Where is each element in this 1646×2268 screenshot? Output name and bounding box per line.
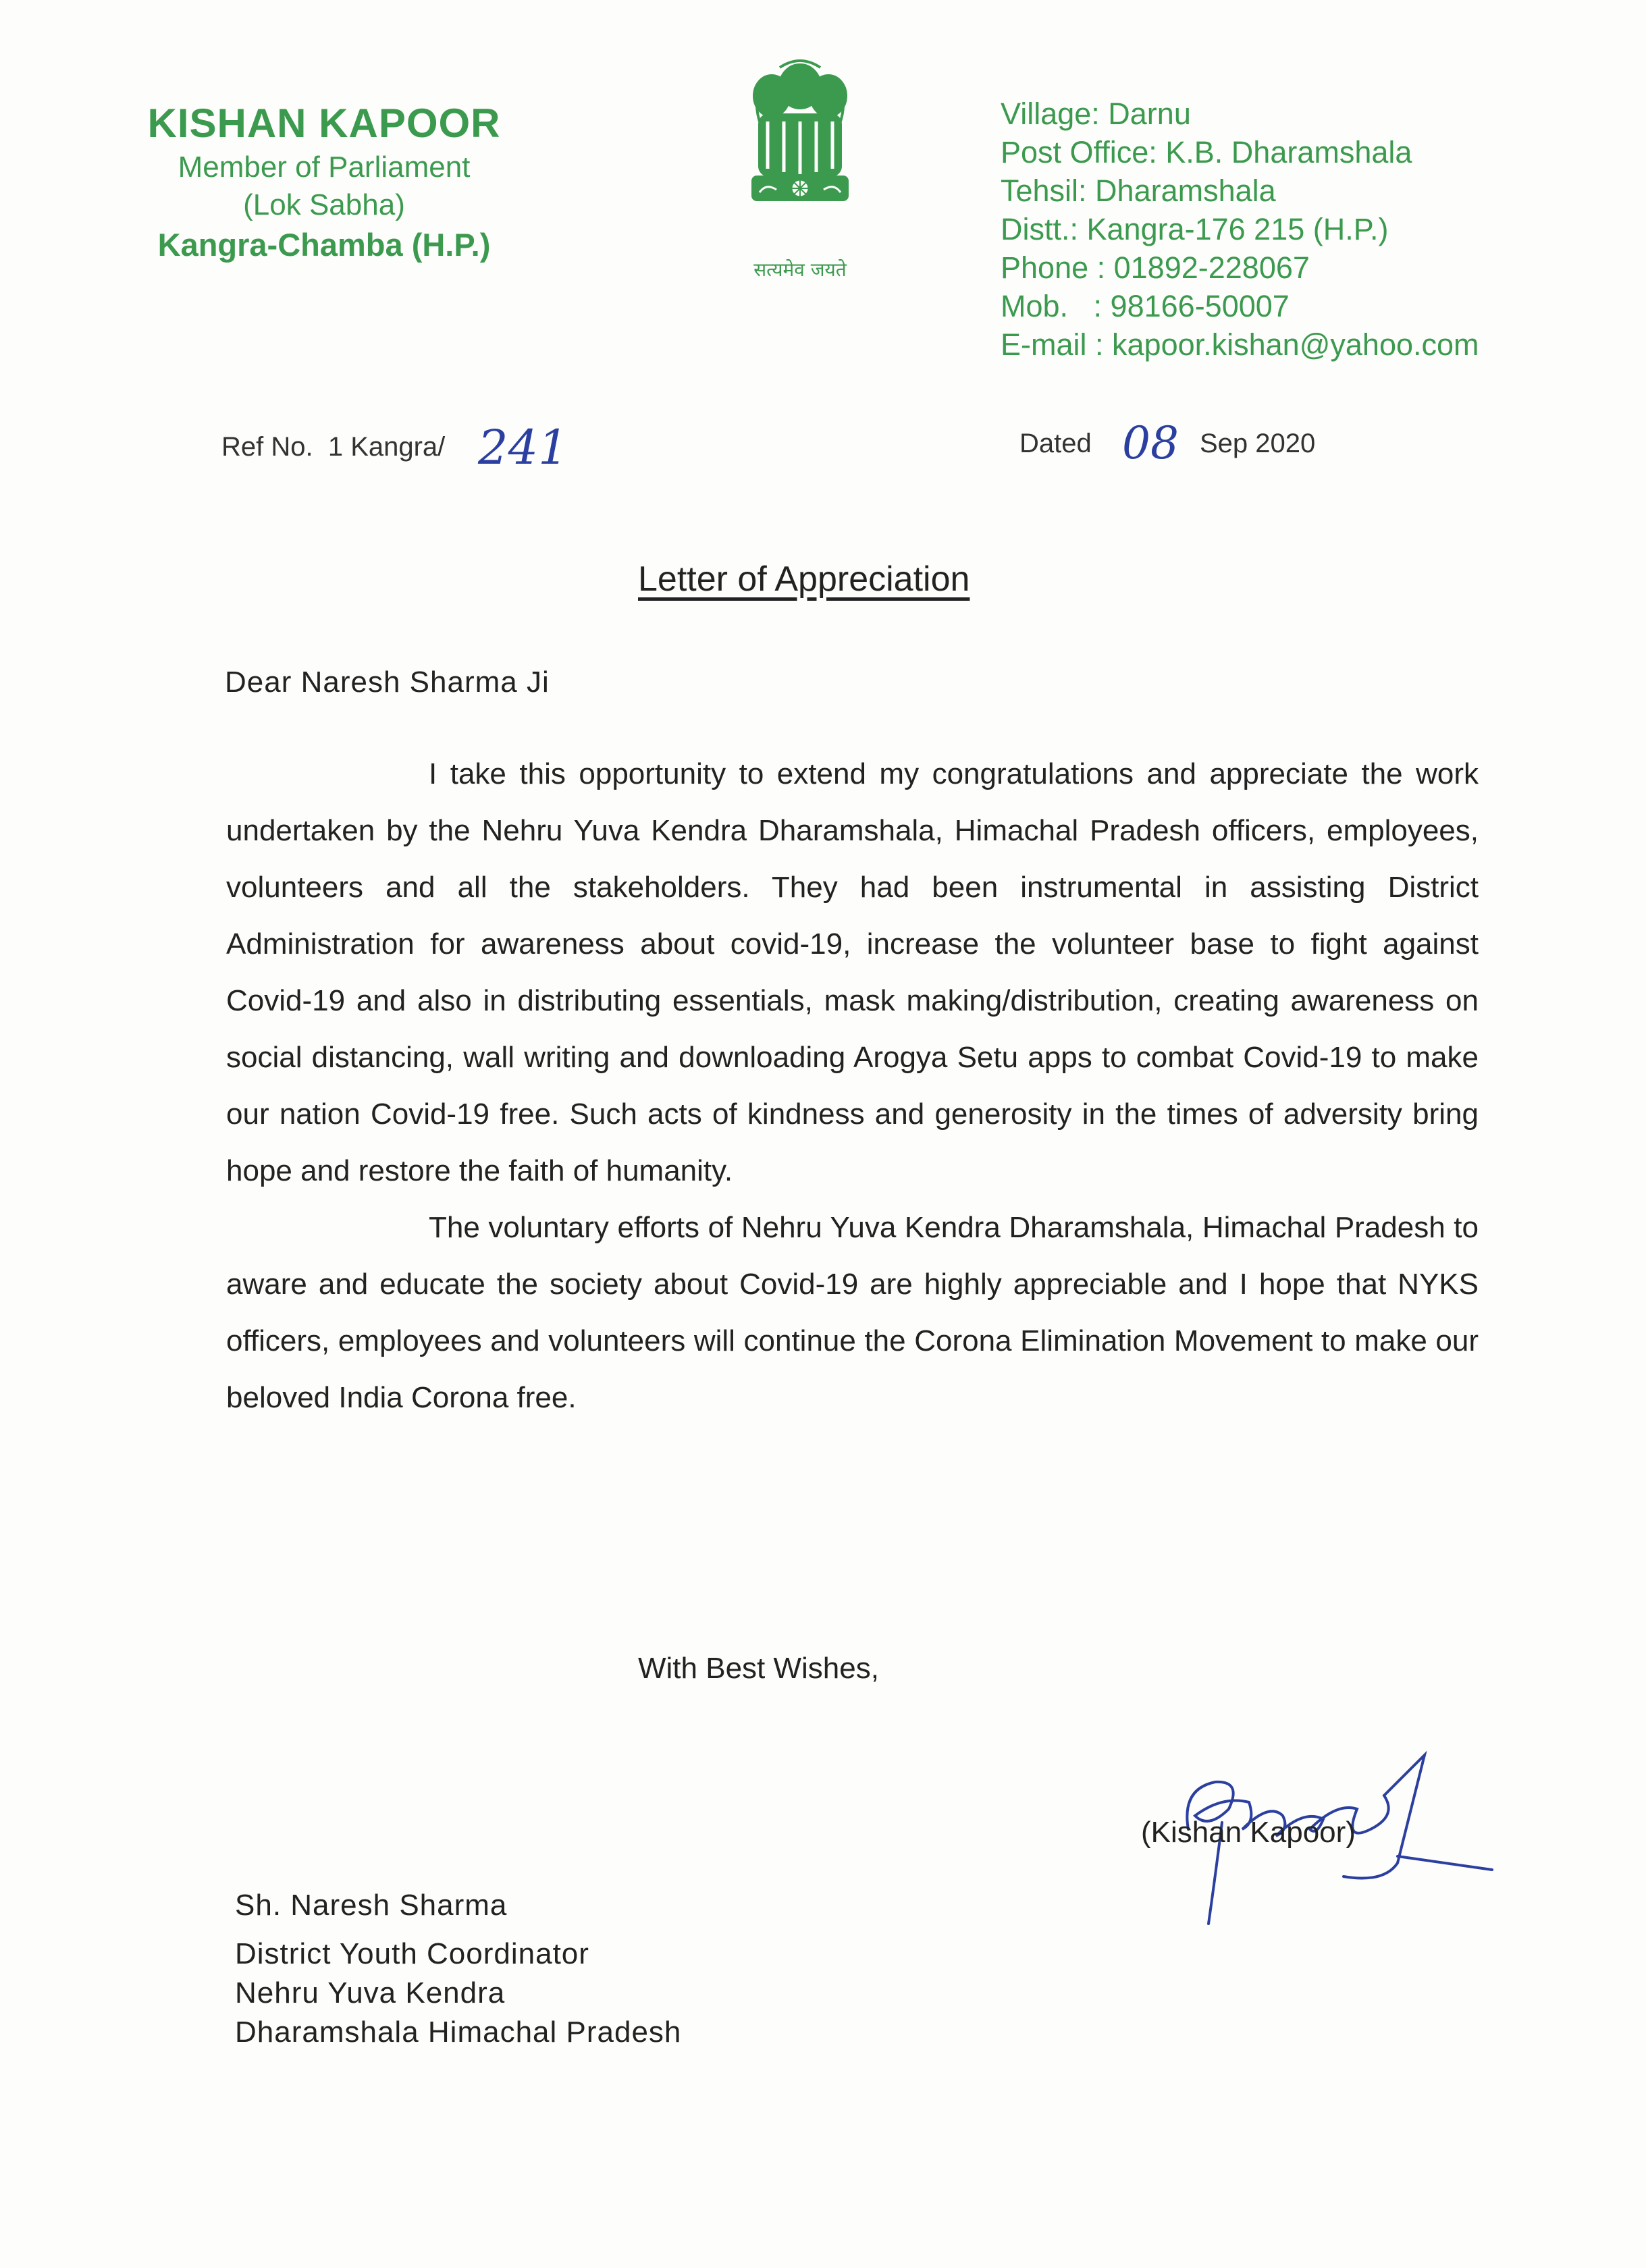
emblem-motto: सत्यमेव जयते [753,259,847,281]
body-paragraph-1: I take this opportunity to extend my congratulations and appreciate the work undertaken by the Nehru Yuva Kendra Dharamshala, Himachal Pradesh officers, employees, volunteers and all the stakeholders. They had been instrumental in assisting District Administration for awareness about covid-19, increase the volunteer base to fight against Covid-19 and also in distributing essentials, mask making/distribution, creating awareness on social distancing, wall writing and downloading Arogya Setu apps to combat Covid-19 to make our nation Covid-19 free. Such acts of kindness and generosity in the times of adversity bring hope and restore the faith of humanity. [226,757,1479,1187]
contact-district: Distt.: Kangra-176 215 (H.P.) [1001,212,1389,246]
addressee-name: Sh. Naresh Sharma [235,1889,508,1922]
letter-title: Letter of Appreciation [638,560,970,599]
sender-designation: Member of Parliament [178,151,471,184]
lion-capital-icon [733,54,868,263]
contact-post-office: Post Office: K.B. Dharamshala [1001,135,1412,169]
sender-constituency: Kangra-Chamba (H.P.) [157,227,491,263]
letter-body [226,746,1479,1426]
salutation: Dear Naresh Sharma Ji [225,666,550,699]
body-paragraph-2: The voluntary efforts of Nehru Yuva Kendra Dharamshala, Himachal Pradesh to aware and educate the society about Covid-19 are highly appreciable and I hope that NYKS officers, employees and volunteers will continue the Corona Elimination Movement to make our beloved India Corona free. [226,1211,1479,1414]
addressee-block [235,1877,681,2052]
date-day-handwritten: 08 [1122,417,1179,469]
addressee-location: Dharamshala Himachal Pradesh [235,2016,682,2049]
ref-number-handwritten: 241 [478,420,568,475]
letterhead-sender [135,100,513,263]
date-month-year: Sep 2020 [1200,429,1316,458]
ref-label: Ref No. 1 Kangra/ [221,432,446,462]
sender-house: (Lok Sabha) [243,188,405,221]
contact-phone: Phone : 01892-228067 [1001,250,1310,285]
national-emblem [733,54,868,284]
addressee-office: Nehru Yuva Kendra [235,1976,506,2009]
addressee-designation: District Youth Coordinator [235,1937,589,1970]
sender-name: KISHAN KAPOOR [147,101,501,146]
contact-email: E-mail : kapoor.kishan@yahoo.com [1001,327,1479,362]
contact-mobile: Mob. : 98166-50007 [1001,289,1290,323]
sender-contact-block [1001,94,1479,364]
signatory-name: (Kishan Kapoor) [1141,1816,1356,1849]
contact-tehsil: Tehsil: Dharamshala [1001,173,1276,208]
contact-village: Village: Darnu [1001,97,1191,131]
date-label: Dated [1019,429,1092,458]
closing-line: With Best Wishes, [638,1652,879,1685]
